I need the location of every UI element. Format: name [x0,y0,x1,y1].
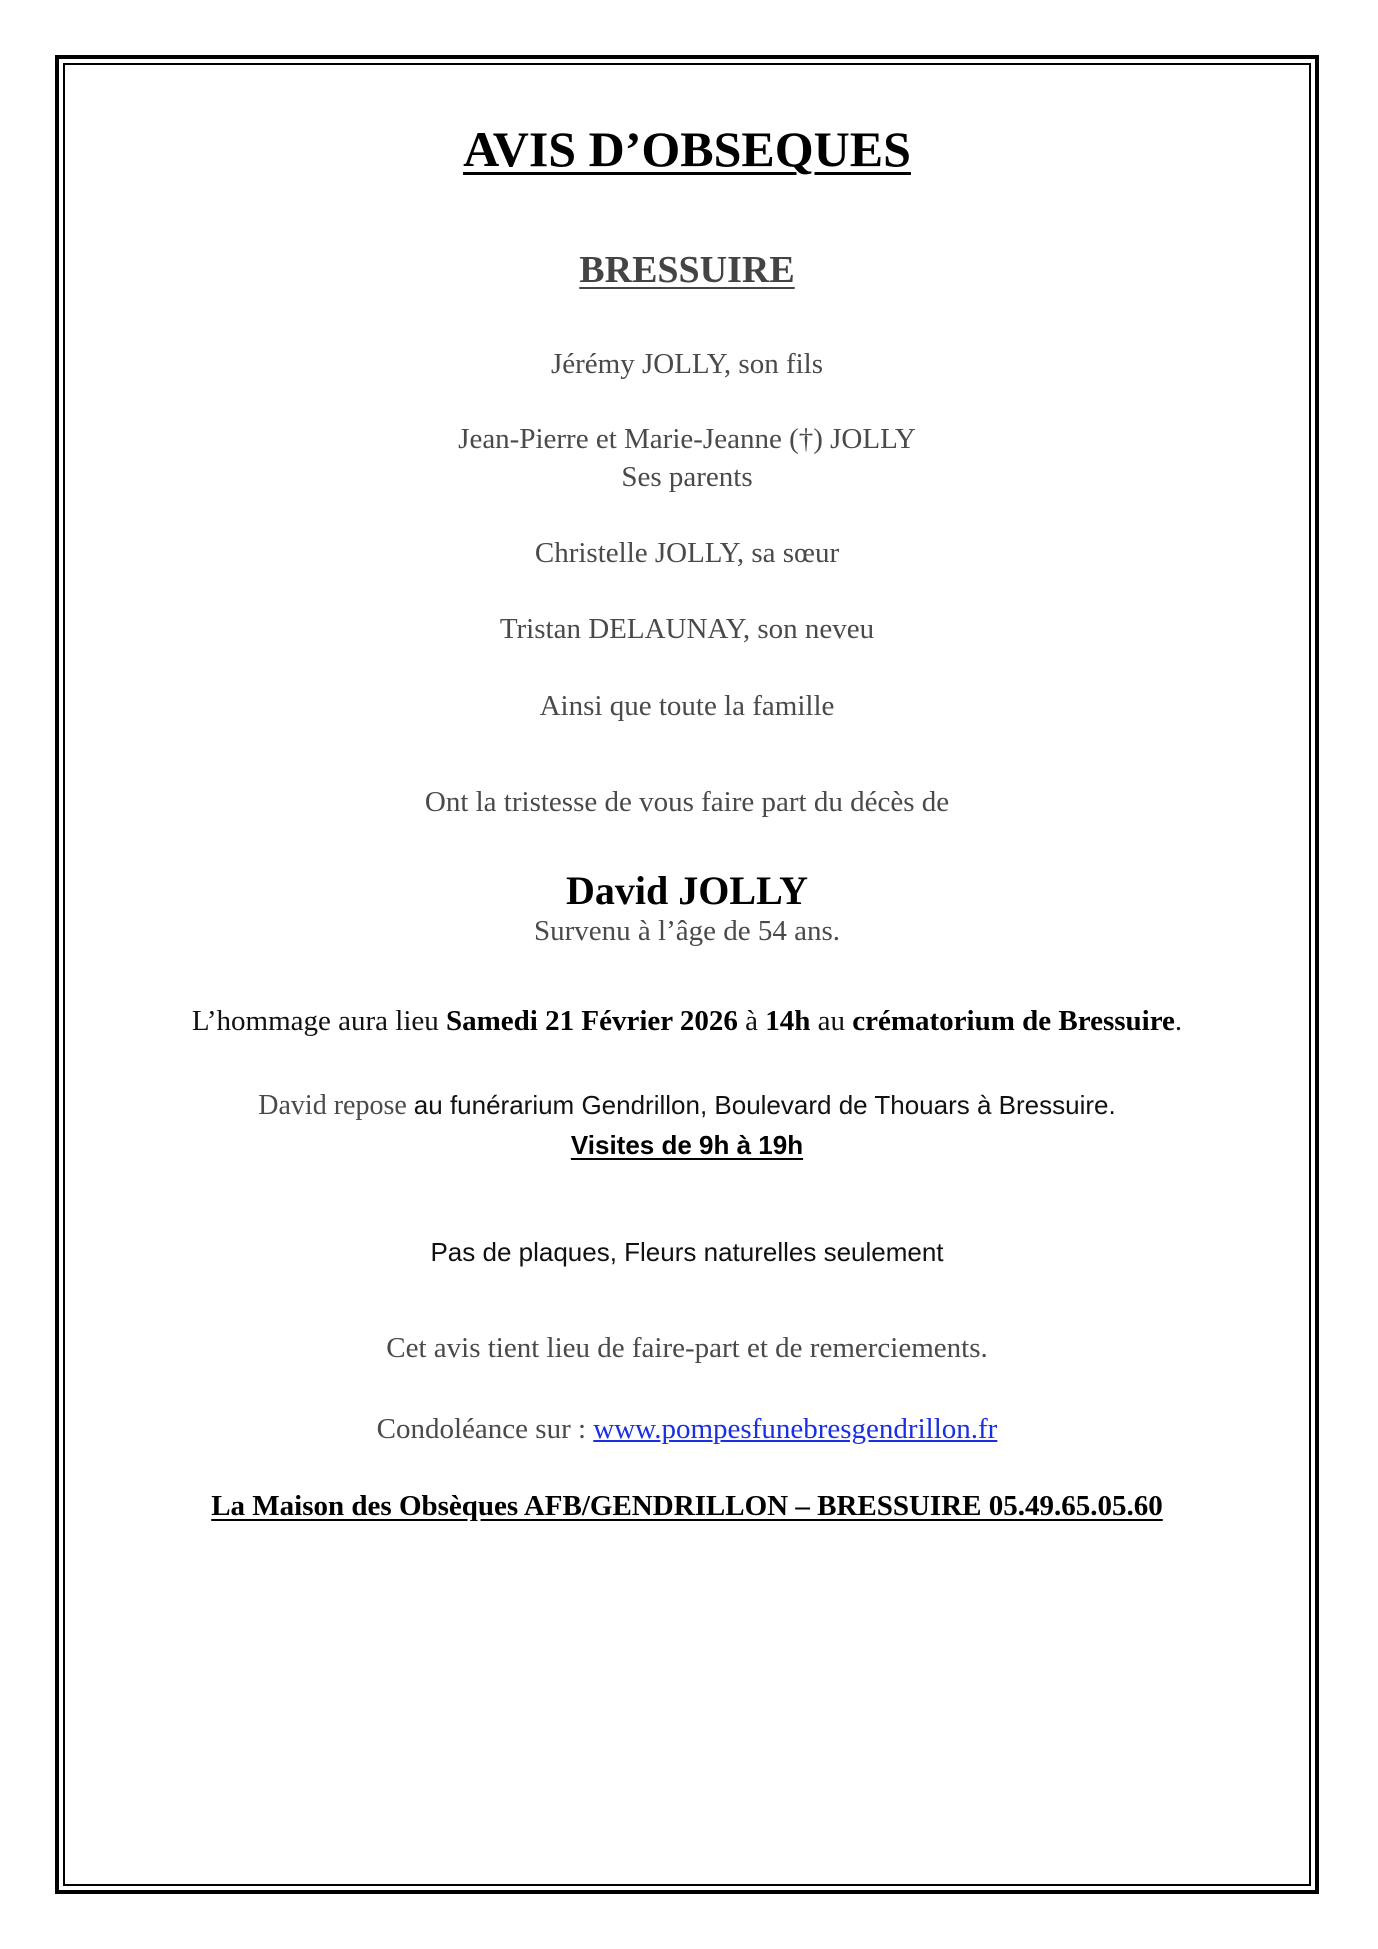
family-member-parents: Jean-Pierre et Marie-Jeanne (†) JOLLY [458,423,916,455]
condolence-link[interactable]: www.pompesfunebresgendrillon.fr [593,1413,998,1445]
notice-city: BRESSUIRE [579,249,795,291]
condolence-line [70,1413,1304,1446]
visits-hours: Visites de 9h à 19h [570,1130,804,1160]
announcement-text: Ont la tristesse de vous faire part du décès de [424,786,950,818]
hommage-time: 14h [765,1005,811,1037]
deceased-name: David JOLLY [566,868,808,913]
notice-title: AVIS D’OBSEQUES [463,121,911,177]
family-member-sister: Christelle JOLLY, sa sœur [534,537,840,569]
notice-content [70,70,1304,1879]
hommage-date: Samedi 21 Février 2026 [446,1005,738,1037]
hommage-mid2: au [810,1005,853,1037]
hommage-mid1: à [737,1005,766,1037]
repose-prefix: David repose [258,1090,414,1121]
family-member-son: Jérémy JOLLY, son fils [550,348,824,380]
family-all: Ainsi que toute la famille [539,690,835,722]
hommage-place: crématorium de Bressuire [852,1005,1175,1037]
hommage-suffix: . [1174,1005,1183,1037]
flowers-note: Pas de plaques, Fleurs naturelles seulement [430,1237,944,1267]
funeral-home-line: La Maison des Obsèques AFB/GENDRILLON – BRESSUIRE 05.49.65.05.60 [211,1490,1163,1522]
family-member-nephew: Tristan DELAUNAY, son neveu [499,613,875,645]
notice-statement: Cet avis tient lieu de faire-part et de remerciements. [386,1332,988,1364]
age-line: Survenu à l’âge de 54 ans. [533,915,840,947]
condolence-label: Condoléance sur : [376,1413,594,1445]
family-parents-label: Ses parents [621,461,753,493]
hommage-prefix: L’hommage aura lieu [191,1005,447,1037]
repose-location: au funérarium Gendrillon, Boulevard de Thouars à Bressuire. [413,1090,1116,1120]
repose-line [70,1090,1304,1122]
hommage-line [70,1005,1304,1038]
